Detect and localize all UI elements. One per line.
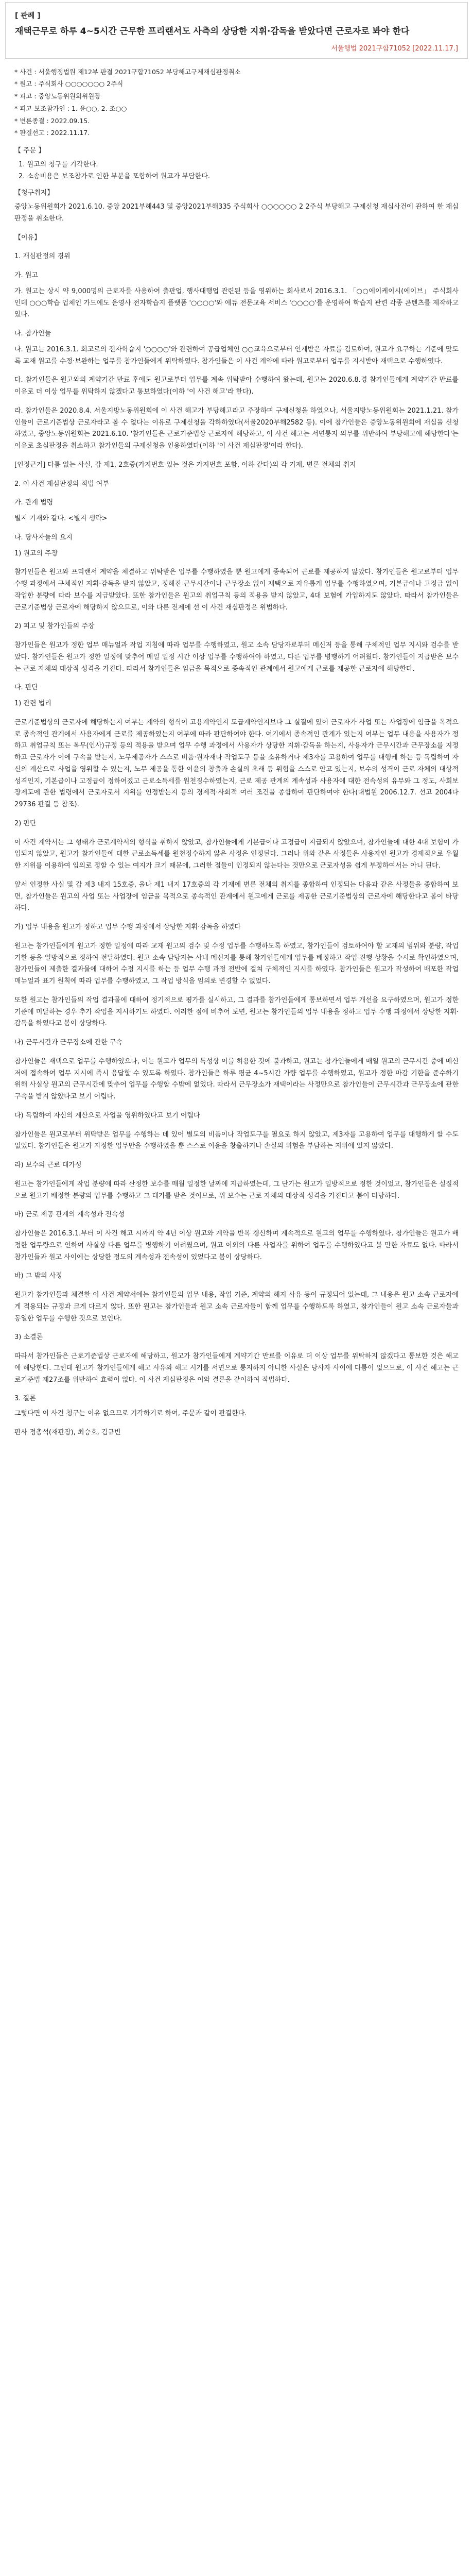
paragraph: 참가인들은 원고와 프리랜서 계약을 체결하고 위탁받은 업무를 수행하였을 뿐 원고에게 종속되어 근로를 제공하지 않았다. 참가인들은 원고로부터 업무 수행 과정에서 구체적인 지휘·감독을 받지 않았고, 정해진 근무시간이나 근무장소 없이 재택으로 자유롭게 업무를 수행하였으며, 기본급이나 고정급 없이 작업한 분량에 따라 보수를 지급받았다. 또한 참가인들은 원고의 취업규칙 등의 적용을 받지 않았고, 4대 보험에 가입하지도 않았다. 따라서 참가인들은 근로기준법상 근로자에 해당하지 않으므로, 이와 다른 전제에 선 이 사건 재심판정은 위법하다.	[14, 568, 459, 612]
paragraph: 앞서 인정한 사실 및 갑 제3 내지 15호증, 을나 제1 내지 17호증의 각 기재에 변론 전체의 취지를 종합하여 인정되는 다음과 같은 사정들을 종합하여 보면, 참가인들은 원고의 사업 또는 사업장에 임금을 목적으로 종속적인 관계에서 원고에게 근로를 제공한 근로기준법상의 근로자에 해당한다고 봄이 타당하다.	[14, 880, 459, 912]
paragraph: 라) 보수의 근로 대가성	[14, 1161, 82, 1170]
section-heading: 3. 결론	[14, 1395, 36, 1403]
case-meta-line: * 사건 : 서울행정법원 제12부 판결 2021구합71052 부당해고구제재심판정취소	[14, 67, 241, 76]
paragraph: 참가인들은 원고로부터 위탁받은 업무를 수행하는 데 있어 별도의 비품이나 작업도구를 필요로 하지 않았고, 제3자를 고용하여 업무를 대행하게 할 수도 없었다. 참가인들은 원고가 지정한 업무만을 수행하였을 뿐 스스로 이윤을 창출하거나 손실의 위험을 부담하는 지위에 있지 않았다.	[14, 1130, 459, 1150]
paragraph: 원고가 참가인들과 체결한 이 사건 계약서에는 참가인들의 업무 내용, 작업 기준, 계약의 해지 사유 등이 규정되어 있는데, 그 내용은 원고 소속 근로자에게 적용되는 규정과 크게 다르지 않다. 또한 원고는 참가인들과 원고 소속 근로자들이 함께 업무를 수행하도록 하였고, 참가인들이 원고 소속 근로자들과 동일한 업무를 수행한 것으로 보인다.	[14, 1291, 459, 1323]
case-meta-line: * 피고 보조참가인 : 1. 윤○○, 2. 조○○	[14, 104, 127, 112]
case-meta-line: * 원고 : 주식회사 ○○○○○○○ 2주식	[14, 80, 124, 88]
claim-label: 【청구취지】	[14, 189, 54, 197]
paragraph: 3) 소결론	[14, 1333, 43, 1342]
paragraph: 1) 원고의 주장	[14, 549, 58, 557]
paragraph: 이 사건 계약서는 그 형태가 근로계약서의 형식을 취하지 않았고, 참가인들에게 기본급이나 고정급이 지급되지 않았으며, 참가인들에 대한 4대 보험이 가입되지 않았고, 원고가 참가인들에 대한 근로소득세를 원천징수하지 않은 사정은 인정된다. 그러나 위와 같은 사정들은 사용자인 원고가 경제적으로 우월한 지위를 이용하여 임의로 정할 수 있는 여지가 크기 때문에, 그러한 점들이 인정되지 않는다는 것만으로 근로자성을 쉽게 부정하여서는 아니 된다.	[14, 838, 459, 870]
order-label: 【 주문 】	[14, 147, 45, 155]
case-meta-line: * 판결선고 : 2022.11.17.	[14, 129, 90, 137]
paragraph: 참가인들은 2016.3.1.부터 이 사건 해고 시까지 약 4년 이상 원고와 계약을 반복 갱신하며 계속적으로 원고의 업무를 수행하였다. 참가인들은 원고가 배정한 업무량으로 인하여 사실상 다른 업무를 병행하기 어려웠으며, 원고 이외의 다른 사업자를 위하여 업무를 수행하였다고 볼 만한 자료도 없다. 따라서 참가인들과 원고 사이에는 상당한 정도의 계속성과 전속성이 있었다고 봄이 상당하다.	[14, 1230, 459, 1261]
paragraph: 원고는 참가인들에게 작업 분량에 따라 산정한 보수를 매월 일정한 날짜에 지급하였는데, 그 단가는 원고가 일방적으로 정한 것이었고, 참가인들은 실질적으로 원고가 배정한 분량의 업무를 수행하고 그 대가를 받은 것이므로, 위 보수는 근로 자체의 대상적 성격을 가진다고 봄이 타당하다.	[14, 1180, 459, 1200]
paragraph: [인정근거] 다툼 없는 사실, 갑 제1, 2호증(가지번호 있는 것은 가지번호 포함, 이하 같다)의 각 기재, 변론 전체의 취지	[14, 461, 356, 469]
judgment-body	[5, 59, 468, 1454]
subsection-heading: 나. 참가인들	[14, 330, 51, 338]
judgment-title: 재택근무로 하루 4~5시간 근무한 프리랜서도 사측의 상당한 지휘·감독을 받았다면 근로자로 봐야 한다	[15, 26, 410, 37]
paragraph: 나) 근무시간과 근무장소에 관한 구속	[14, 1039, 122, 1047]
judges-signature: 판사 정총석(재판장), 최승호, 김규빈	[14, 1428, 121, 1436]
paragraph: 또한 원고는 참가인들의 작업 결과물에 대하여 정기적으로 평가를 실시하고, 그 결과를 참가인들에게 통보하면서 업무 개선을 요구하였으며, 원고가 정한 기준에 미달하는 경우 추가 작업을 지시하기도 하였다. 이러한 점에 비추어 보면, 원고는 참가인들의 업무 내용을 정하고 업무 수행 과정에서 상당한 지휘·감독을 하였다고 봄이 상당하다.	[14, 996, 459, 1028]
paragraph: 가) 업무 내용을 원고가 정하고 업무 수행 과정에서 상당한 지휘·감독을 하였다	[14, 923, 241, 931]
subsection-heading: 가. 관계 법령	[14, 499, 54, 507]
case-meta-line: * 피고 : 중앙노동위원회위원장	[14, 92, 101, 100]
paragraph: 별지 기재와 같다. <별지 생략>	[14, 515, 108, 523]
case-meta-list	[14, 66, 459, 140]
paragraph: 가. 원고는 상시 약 9,000명의 근로자를 사용하여 출판업, 행사대행업 관련된 등을 영위하는 회사로서 2016.3.1. 「○○에이케이시(에이브」 주식회사인데 ○○○학습 업체인 가드에도 운영사 전자학습지 플랫폼 '○○○○'와 에듀 전문교육 서비스 '○○○○'를 운영하여 학습지 관련 각종 콘텐츠를 제작하고 있다.	[14, 287, 459, 319]
paragraph: 1) 관련 법리	[14, 700, 51, 708]
case-type-tag: [ 판례 ]	[15, 12, 41, 20]
order-list	[14, 159, 459, 183]
reason-sections	[14, 251, 459, 1420]
paragraph: 다. 참가인들은 원고와의 계약기간 만료 후에도 원고로부터 업무를 계속 위탁받아 수행하여 왔는데, 원고는 2020.6.8.경 참가인들에게 계약기간 만료를 이유로 더 이상 업무를 위탁하지 않겠다고 통보하였다(이하 '이 사건 해고'라 한다).	[14, 376, 459, 396]
order-item: 1. 원고의 청구를 기각한다.	[19, 160, 98, 168]
paragraph: 그렇다면 이 사건 청구는 이유 없으므로 기각하기로 하여, 주문과 같이 판결한다.	[14, 1410, 247, 1418]
claim-text: 중앙노동위원회가 2021.6.10. 중앙 2021부해443 및 중앙2021부해335 주식회사 ○○○○○○ 2 2주식 부당해고 구제신청 재심사건에 관하여 한 재심판정을 취소한다.	[14, 203, 459, 223]
paragraph: 나. 원고는 2016.3.1. 회고로의 전자학습지 '○○○○'와 관련하여 공급업체인 ○○교육으로부터 인계받은 자료를 검토하여, 원고가 요구하는 기준에 맞도록 교재 원고를 수정·보완하는 업무를 참가인들에게 위탁하였다. 참가인들은 이 사건 계약에 따라 원고로부터 업무를 지시받아 재택으로 수행하였다.	[14, 345, 459, 365]
subsection-heading: 가. 원고	[14, 272, 38, 280]
paragraph: 참가인들은 재택으로 업무를 수행하였으나, 이는 원고가 업무의 특성상 이를 허용한 것에 불과하고, 원고는 참가인들에게 매일 원고의 근무시간 중에 메신저에 접속하여 업무 지시에 즉시 응답할 수 있도록 하였다. 참가인들은 하루 평균 4~5시간 가량 업무를 수행하였고, 원고가 정한 마감 기한을 준수하기 위해 사실상 원고의 근무시간에 맞추어 업무를 수행할 수밖에 없었다. 따라서 근무장소가 재택이라는 사정만으로 참가인들이 근무시간과 근무장소에 관한 구속을 받지 않았다고 보기 어렵다.	[14, 1057, 459, 1101]
paragraph: 근로기준법상의 근로자에 해당하는지 여부는 계약의 형식이 고용계약인지 도급계약인지보다 그 실질에 있어 근로자가 사업 또는 사업장에 임금을 목적으로 종속적인 관계에서 사용자에게 근로를 제공하였는지 여부에 따라 판단하여야 한다. 여기에서 종속적인 관계가 있는지 여부는 업무 내용을 사용자가 정하고 취업규칙 또는 복무(인사)규정 등의 적용을 받으며 업무 수행 과정에서 사용자가 상당한 지휘·감독을 하는지, 사용자가 근무시간과 근무장소를 지정하고 근로자가 이에 구속을 받는지, 노무제공자가 스스로 비품·원자재나 작업도구 등을 소유하거나 제3자를 고용하여 업무를 대행케 하는 등 독립하여 자신의 계산으로 사업을 영위할 수 있는지, 노무 제공을 통한 이윤의 창출과 손실의 초래 등 위험을 스스로 안고 있는지, 보수의 성격이 근로 자체의 대상적 성격인지, 기본급이나 고정급이 정하여졌고 근로소득세를 원천징수하였는지, 근로 제공 관계의 계속성과 사용자에 대한 전속성의 유무와 그 정도, 사회보장제도에 관한 법령에서 근로자로서 지위를 인정받는지 등의 경제적·사회적 여러 조건을 종합하여 판단하여야 한다(대법원 2006.12.7. 선고 2004다29736 판결 등 참조).	[14, 718, 459, 809]
paragraph: 마) 근로 제공 관계의 계속성과 전속성	[14, 1211, 125, 1219]
reason-label: 【이유】	[14, 233, 41, 242]
section-heading: 1. 재심판정의 경위	[14, 252, 71, 261]
judgment-header	[5, 2, 468, 59]
section-heading: 2. 이 사건 재심판정의 적법 여부	[14, 480, 109, 488]
paragraph: 2) 피고 및 참가인들의 주장	[14, 622, 95, 631]
paragraph: 2) 판단	[14, 819, 37, 827]
judgment-page	[5, 2, 468, 1454]
paragraph: 원고는 참가인들에게 원고가 정한 일정에 따라 교재 원고의 검수 및 수정 업무를 수행하도록 하였고, 참가인들이 검토하여야 할 교재의 범위와 분량, 작업 기한 등을 일방적으로 정하여 전달하였다. 원고 소속 담당자는 사내 메신저를 통해 참가인들에게 업무를 배정하고 작업 진행 상황을 수시로 확인하였으며, 참가인들이 제출한 결과물에 대하여 수정 지시를 하는 등 업무 수행 과정 전반에 걸쳐 구체적인 지시를 하였다. 참가인들은 원고가 작성하여 배포한 작업 매뉴얼과 표기 원칙에 따라 업무를 수행하였고, 그 작업 방식을 임의로 변경할 수 없었다.	[14, 942, 459, 986]
paragraph: 참가인들은 원고가 정한 업무 매뉴얼과 작업 지침에 따라 업무를 수행하였고, 원고 소속 담당자로부터 메신저 등을 통해 구체적인 업무 지시와 검수를 받았다. 참가인들은 원고가 정한 일정에 맞추어 매일 일정 시간 이상 업무를 수행하여야 하였고, 다른 업무를 병행하기 어려웠다. 참가인들이 지급받은 보수는 근로 자체의 대상적 성격을 가진다. 따라서 참가인들은 임금을 목적으로 종속적인 관계에서 원고에게 근로를 제공한 근로자에 해당한다.	[14, 641, 459, 673]
subsection-heading: 다. 판단	[14, 684, 38, 692]
paragraph: 따라서 참가인들은 근로기준법상 근로자에 해당하고, 원고가 참가인들에게 계약기간 만료를 이유로 더 이상 업무를 위탁하지 않겠다고 통보한 것은 해고에 해당한다. 그런데 원고가 참가인들에게 해고 사유와 해고 시기를 서면으로 통지하지 아니한 사실은 당사자 사이에 다툼이 없으므로, 이 사건 해고는 근로기준법 제27조를 위반하여 효력이 없다. 이 사건 재심판정은 이와 결론을 같이하여 적법하다.	[14, 1352, 459, 1384]
court-case-meta: 서울행법 2021구합71052 [2022.11.17.]	[331, 44, 458, 53]
subsection-heading: 나. 당사자들의 요지	[14, 533, 73, 541]
paragraph: 바) 그 밖의 사정	[14, 1272, 62, 1280]
paragraph: 다) 독립하여 자신의 계산으로 사업을 영위하였다고 보기 어렵다	[14, 1111, 200, 1120]
order-item: 2. 소송비용은 보조참가로 인한 부분을 포함하여 원고가 부담한다.	[19, 172, 210, 180]
case-meta-line: * 변론종결 : 2022.09.15.	[14, 116, 90, 125]
paragraph: 라. 참가인들은 2020.8.4. 서울지방노동위원회에 이 사건 해고가 부당해고라고 주장하며 구제신청을 하였으나, 서울지방노동위원회는 2021.1.21. 참가인들이 근로기준법상 근로자라고 볼 수 없다는 이유로 구제신청을 각하하였다(서울2020부해2582 등). 이에 참가인들은 중앙노동위원회에 재심을 신청하였고, 중앙노동위원회는 2021.6.10. '참가인들은 근로기준법상 근로자에 해당하고, 이 사건 해고는 서면통지 의무를 위반하여 부당해고에 해당한다'는 이유로 초심판정을 취소하고 참가인들의 구제신청을 인용하였다(이하 '이 사건 재심판정'이라 한다).	[14, 406, 459, 450]
